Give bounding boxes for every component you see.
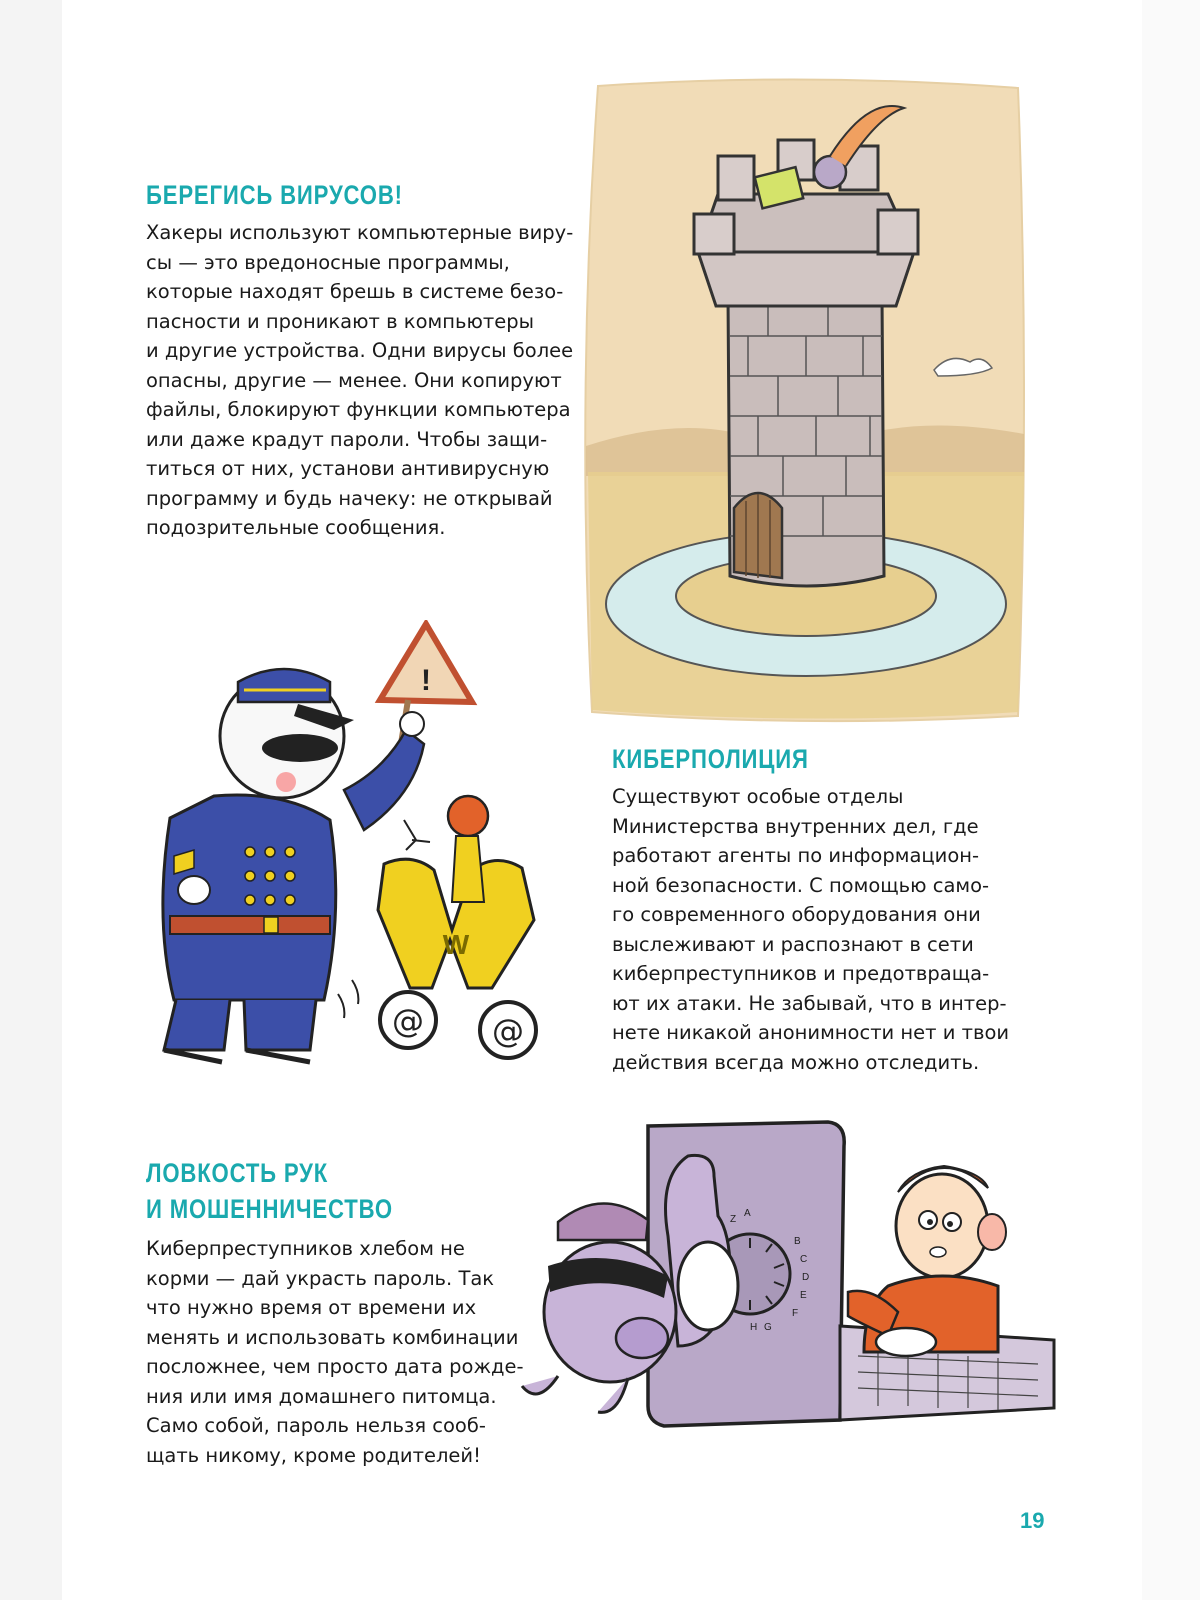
dial-letter: D (802, 1272, 810, 1283)
dial-letter: E (800, 1290, 807, 1301)
text-line: посложнее, чем просто дата рожде- (146, 1355, 524, 1378)
text-line: работают агенты по информацион- (612, 844, 980, 867)
text-line: подозрительные сообщения. (146, 516, 446, 539)
text-line: которые находят брешь в системе безо- (146, 280, 564, 303)
text-line: Существуют особые отделы (612, 785, 904, 808)
text-line: го современного оборудования они (612, 903, 981, 926)
section-heading-cyberpolice: КИБЕРПОЛИЦИЯ (612, 744, 809, 774)
text-line: выслеживают и распознают в сети (612, 932, 974, 956)
text-line: файлы, блокируют функции компьютера (146, 398, 571, 421)
dial-letter: A (744, 1208, 751, 1219)
dial-letter: Z (730, 1214, 737, 1225)
text-line: что нужно время от времени их (146, 1296, 477, 1319)
text-line: ют их атаки. Не забывай, что в интер- (612, 991, 1007, 1015)
svg-text:!: ! (421, 664, 431, 697)
text-line: корми — дай украсть пароль. Так (146, 1266, 495, 1290)
text-line: действия всегда можно отследить. (612, 1050, 980, 1074)
w-letter-label: W (442, 929, 470, 960)
text-line: Киберпреступников хлебом не (146, 1237, 465, 1260)
section-text-fraud (146, 1234, 524, 1470)
wheel-symbol: @ (392, 1002, 424, 1040)
dial-letter: C (800, 1254, 808, 1265)
section-text-cyberpolice (612, 782, 1009, 1077)
text-line: или даже крадут пароли. Чтобы защи- (146, 427, 548, 451)
dial-letter: B (794, 1236, 801, 1247)
text-line: киберпреступников и предотвраща- (612, 962, 990, 985)
text-line: и другие устройства. Одни вирусы более (146, 339, 574, 362)
text-line: титься от них, установи антивирусную (146, 457, 550, 480)
section-text-viruses (146, 218, 573, 543)
text-line: программу и будь начеку: не открывай (146, 486, 553, 510)
page-number: 19 (1020, 1508, 1045, 1533)
section-heading-viruses: БЕРЕГИСЬ ВИРУСОВ! (146, 180, 403, 210)
text-line: нете никакой анонимности нет и твои (612, 1021, 1010, 1044)
cyber-policeman-illustration (134, 620, 562, 1072)
section-heading-fraud-line-1: ЛОВКОСТЬ РУК (146, 1158, 329, 1188)
text-line: пасности и проникают в компьютеры (146, 309, 535, 333)
section-heading-fraud-line-2: И МОШЕННИЧЕСТВО (146, 1194, 393, 1224)
text-line: Само собой, пароль нельзя сооб- (146, 1414, 486, 1437)
text-line: Министерства внутренних дел, где (612, 814, 979, 838)
text-line: сы — это вредоносные программы, (146, 250, 510, 274)
dial-letter: F (792, 1308, 799, 1319)
dial-letter: H (750, 1322, 758, 1333)
text-line: Хакеры используют компьютерные виру- (146, 221, 574, 244)
text-line: щать никому, кроме родителей! (146, 1443, 481, 1467)
password-thief-illustration (518, 1116, 1060, 1434)
text-line: менять и использовать комбинации (146, 1325, 519, 1349)
castle-tower-illustration (578, 76, 1032, 726)
wheel-symbol: @ (492, 1012, 524, 1050)
text-line: опасны, другие — менее. Они копируют (146, 368, 562, 392)
text-line: ния или имя домашнего питомца. (146, 1384, 497, 1408)
dial-letter: G (764, 1322, 772, 1333)
text-line: ной безопасности. С помощью само- (612, 873, 990, 897)
previous-page-edge (0, 0, 62, 1600)
page-gutter (1142, 0, 1200, 1600)
